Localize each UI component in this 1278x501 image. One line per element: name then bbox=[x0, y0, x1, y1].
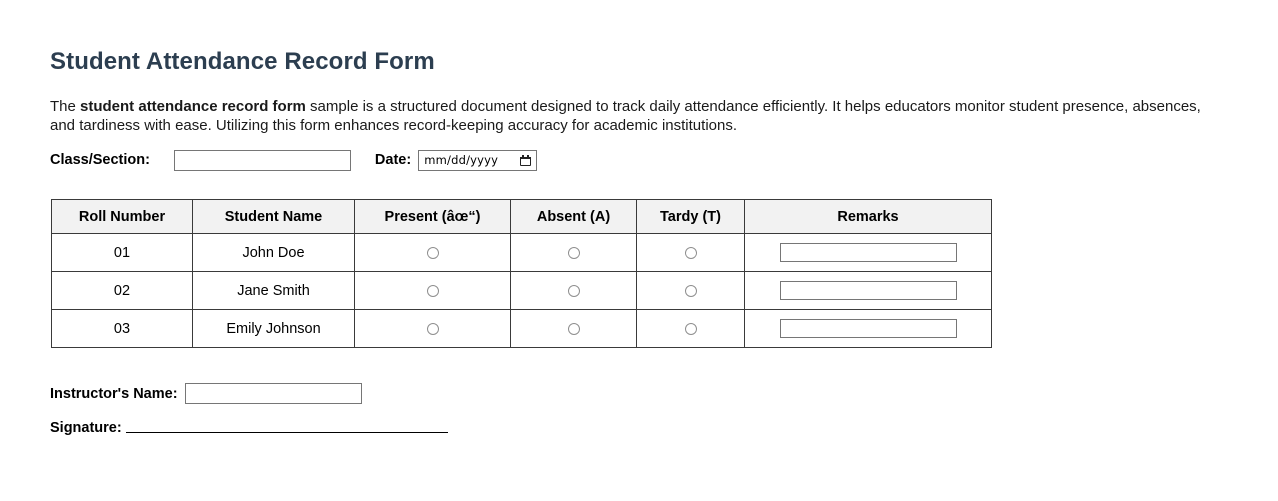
table-row bbox=[52, 272, 992, 310]
intro-paragraph bbox=[50, 97, 1202, 135]
cell-absent bbox=[511, 234, 637, 272]
cell-present bbox=[355, 310, 511, 348]
cell-absent bbox=[511, 310, 637, 348]
table-header-row bbox=[52, 200, 992, 234]
radio-tardy[interactable] bbox=[685, 285, 697, 297]
table-row bbox=[52, 310, 992, 348]
radio-present[interactable] bbox=[427, 285, 439, 297]
cell-remarks bbox=[745, 272, 992, 310]
cell-absent bbox=[511, 272, 637, 310]
radio-tardy[interactable] bbox=[685, 323, 697, 335]
intro-bold-phrase: student attendance record form bbox=[80, 98, 306, 115]
signature-label: Signature: bbox=[50, 420, 122, 436]
column-header-roll-number: Roll Number bbox=[52, 200, 193, 234]
page-title: Student Attendance Record Form bbox=[50, 48, 435, 75]
cell-tardy bbox=[637, 310, 745, 348]
column-header-present: Present (âœ“) bbox=[355, 200, 511, 234]
intro-prefix: The bbox=[50, 98, 81, 115]
cell-remarks bbox=[745, 310, 992, 348]
cell-present bbox=[355, 272, 511, 310]
cell-student-name: John Doe bbox=[193, 234, 355, 272]
class-section-input[interactable] bbox=[174, 150, 351, 171]
date-placeholder-text: mm/dd/yyyy bbox=[424, 153, 499, 167]
instructor-name-label: Instructor's Name: bbox=[50, 385, 178, 402]
cell-remarks bbox=[745, 234, 992, 272]
radio-present[interactable] bbox=[427, 323, 439, 335]
remarks-input[interactable] bbox=[780, 243, 957, 262]
column-header-remarks: Remarks bbox=[745, 200, 992, 234]
cell-present bbox=[355, 234, 511, 272]
meta-row bbox=[50, 150, 537, 170]
signature-row bbox=[50, 420, 448, 436]
signature-line[interactable] bbox=[126, 432, 448, 433]
radio-absent[interactable] bbox=[568, 247, 580, 259]
remarks-input[interactable] bbox=[780, 319, 957, 338]
column-header-student-name: Student Name bbox=[193, 200, 355, 234]
intro-suffix: sample is a structured document designed to track daily attendance efficiently. It helps educators monitor student presence, absences, and tardiness with ease. Utilizing this form enhances record-keeping accuracy for academic institutions. bbox=[50, 98, 1201, 134]
radio-present[interactable] bbox=[427, 247, 439, 259]
radio-tardy[interactable] bbox=[685, 247, 697, 259]
remarks-input[interactable] bbox=[780, 281, 957, 300]
cell-roll-number: 02 bbox=[52, 272, 193, 310]
calendar-icon[interactable] bbox=[520, 155, 531, 166]
class-section-label: Class/Section: bbox=[50, 152, 150, 168]
cell-tardy bbox=[637, 272, 745, 310]
column-header-tardy: Tardy (T) bbox=[637, 200, 745, 234]
cell-student-name: Emily Johnson bbox=[193, 310, 355, 348]
column-header-absent: Absent (A) bbox=[511, 200, 637, 234]
date-input[interactable] bbox=[418, 150, 537, 171]
instructor-row bbox=[50, 383, 362, 404]
cell-tardy bbox=[637, 234, 745, 272]
radio-absent[interactable] bbox=[568, 285, 580, 297]
attendance-table bbox=[51, 199, 992, 348]
instructor-name-input[interactable] bbox=[185, 383, 362, 404]
cell-roll-number: 03 bbox=[52, 310, 193, 348]
cell-roll-number: 01 bbox=[52, 234, 193, 272]
date-label: Date: bbox=[374, 152, 412, 168]
cell-student-name: Jane Smith bbox=[193, 272, 355, 310]
radio-absent[interactable] bbox=[568, 323, 580, 335]
table-row bbox=[52, 234, 992, 272]
